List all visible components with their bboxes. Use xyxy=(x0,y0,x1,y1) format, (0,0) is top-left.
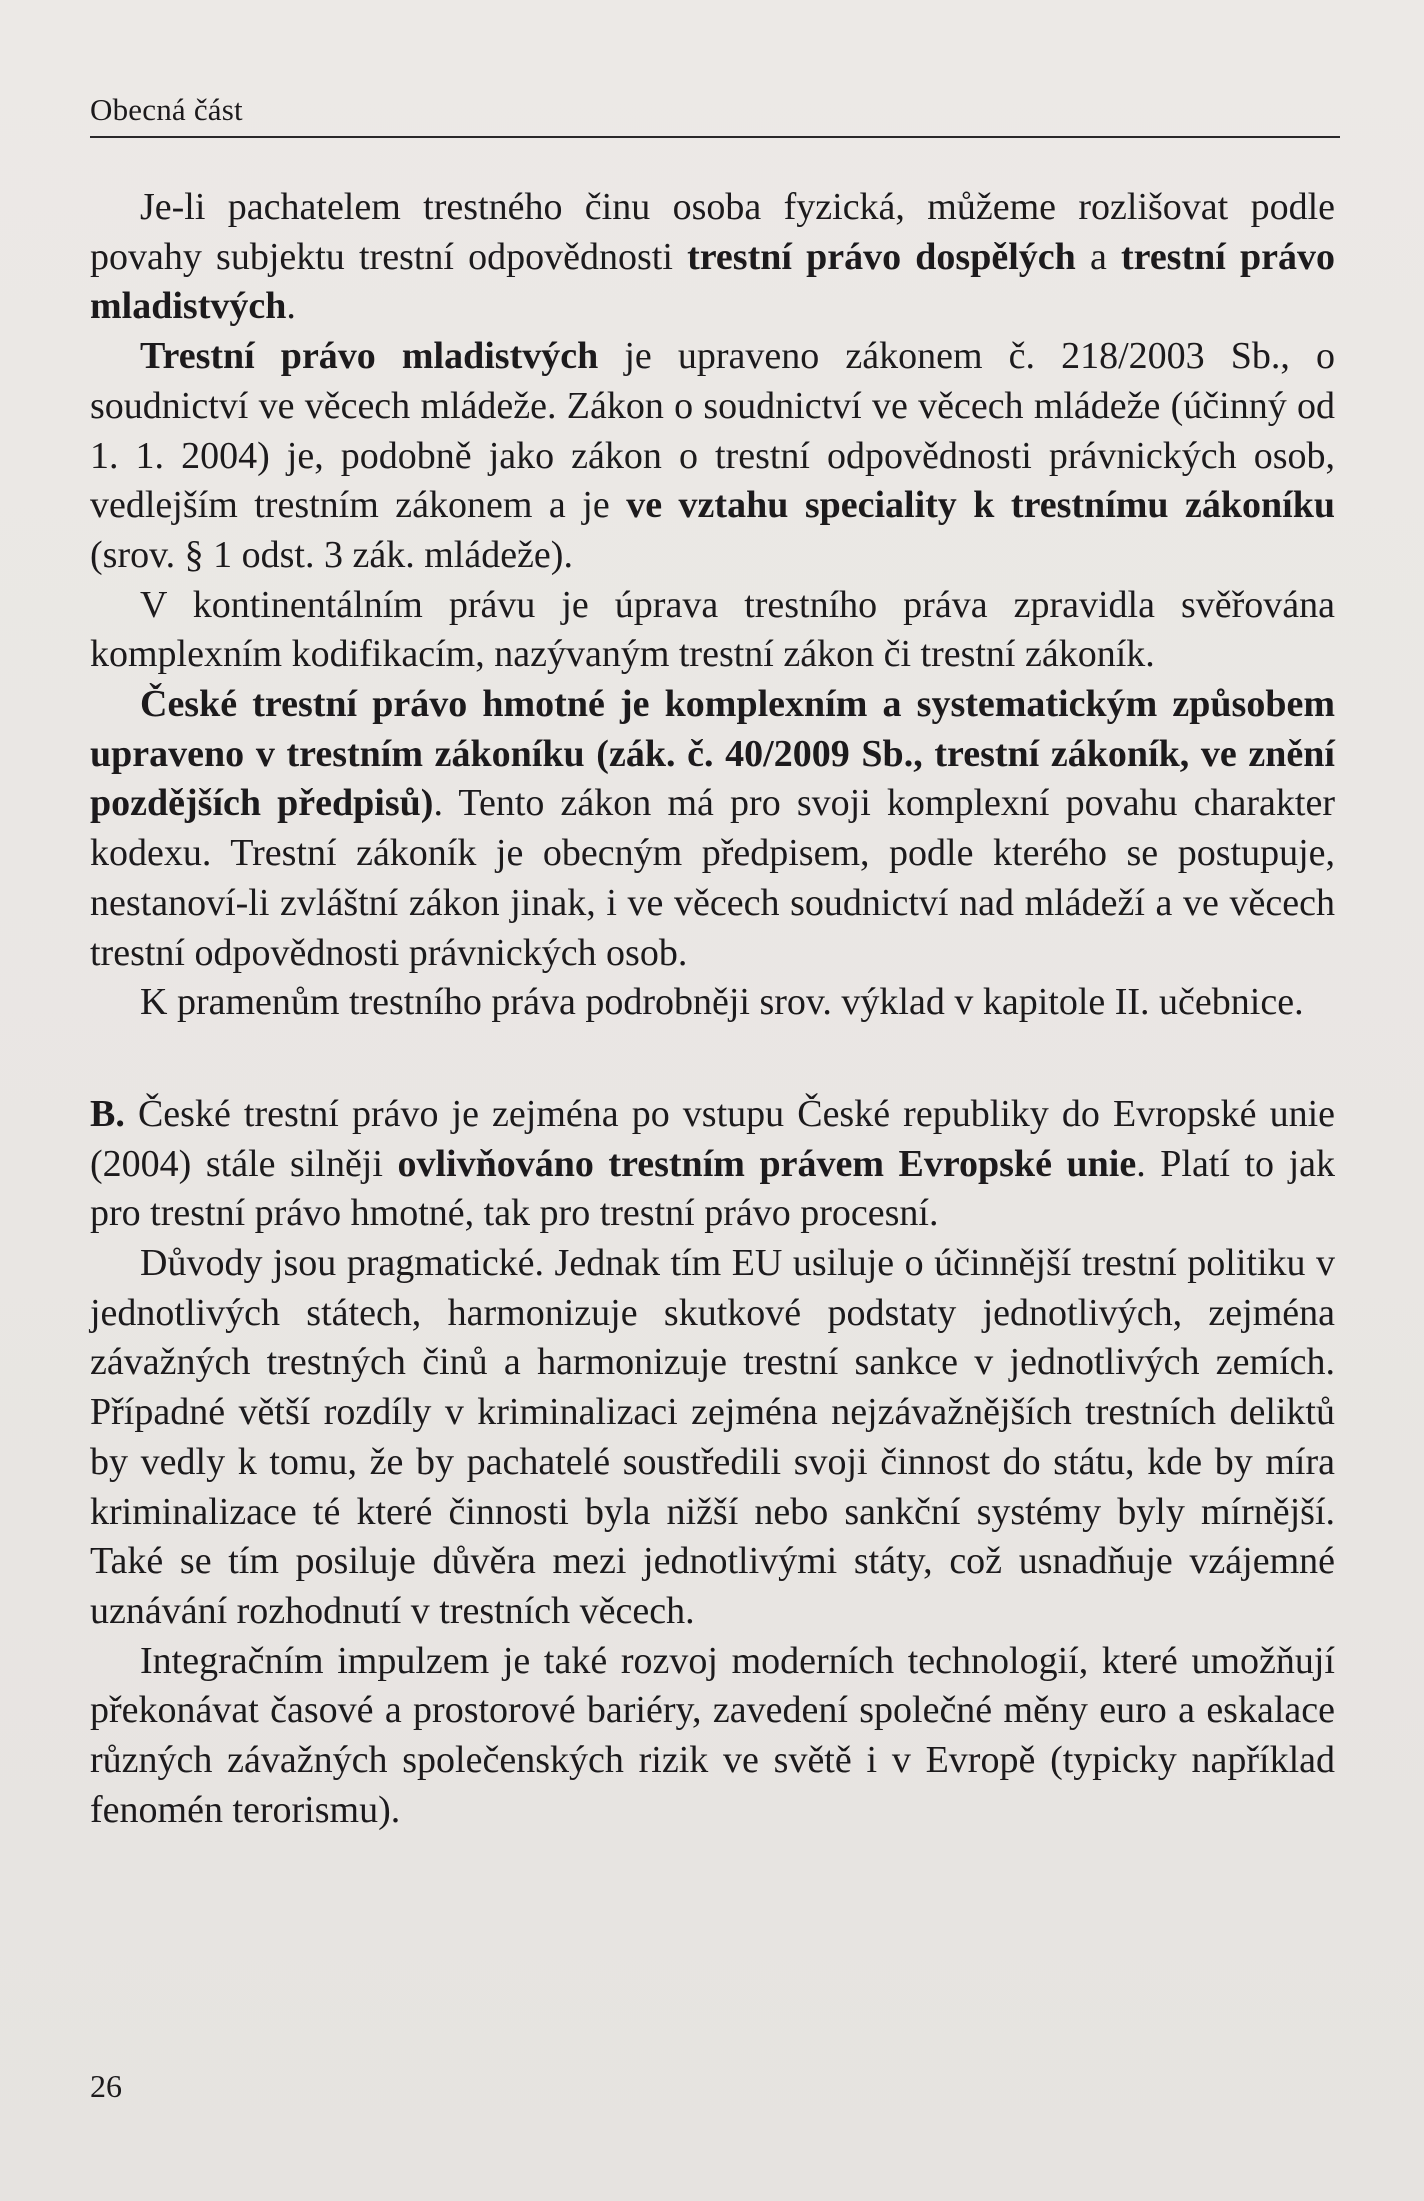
header-rule xyxy=(90,136,1340,138)
text-run: je upraveno zákonem č. 218/2003 Sb., o soudnictví ve věcech mládeže. Zákon o soudnictví ve věcech mládeže (účinný od 1. 1. 2004) je, podobně jako zákon o trestní odpovědnosti právnických osob, vedlejším trestním zákonem a je xyxy=(90,335,1335,527)
paragraph-4 xyxy=(90,680,1335,978)
bold-term: trestní právo dospělých xyxy=(687,235,1076,278)
paragraph-2 xyxy=(90,332,1335,581)
bold-term: Trestní právo mladistvých xyxy=(140,335,599,378)
text-run: V kontinentálním právu je úprava trestního práva zpravidla svěřována komplexním kodifikacím, nazývaným trestní zákon či trestní zákoník. xyxy=(90,583,1335,676)
paragraph-1 xyxy=(90,183,1335,332)
paragraph-3 xyxy=(90,581,1335,680)
text-run: . xyxy=(286,285,296,328)
text-run: (srov. § 1 odst. 3 zák. mládeže). xyxy=(90,533,573,576)
text-run: Je-li pachatelem trestného činu osoba fyzická, můžeme rozlišovat podle povahy subjektu trestní odpovědnosti xyxy=(90,186,1335,278)
page-body xyxy=(90,183,1335,1836)
paragraph-5 xyxy=(90,978,1335,1028)
text-run: K pramenům trestního práva podrobněji srov. výklad v kapitole II. učebnice. xyxy=(140,981,1304,1024)
bold-term: České trestní právo hmotné je komplexním a systematickým způsobem upraveno v trestním zákoníku (zák. č. 40/2009 Sb., trestní zákoník, ve znění pozdějších předpisů) xyxy=(90,683,1335,825)
text-run: Důvody jsou pragmatické. Jednak tím EU usiluje o účinnější trestní politiku v jednotlivých státech, harmonizuje skutkové podstaty jednotlivých, zejména závažných trestných činů a harmonizuje trestní sankce v jednotlivých zemích. Případné větší rozdíly v kriminalizaci zejména nejzávažnějších trestních deliktů by vedly k tomu, že by pachatelé soustředili svoji činnost do státu, kde by míra kriminalizace té které činnosti byla nižší nebo sankční systémy byly mírnější. Také se tím posiluje důvěra mezi jednotlivými státy, což usnadňuje vzájemné uznávání rozhodnutí v trestních věcech. xyxy=(90,1242,1335,1632)
section-b-paragraph xyxy=(90,1090,1335,1239)
bold-term: trestní právo mladistvých xyxy=(90,235,1335,328)
paragraph-8 xyxy=(90,1637,1335,1836)
text-run: Integračním impulzem je také rozvoj moderních technologií, které umožňují překonávat časové a prostorové bariéry, zavedení společné měny euro a eskalace různých závažných společenských rizik ve světě i v Evropě (typicky například fenomén terorismu). xyxy=(90,1639,1335,1831)
paragraph-7 xyxy=(90,1239,1335,1637)
running-header: Obecná část xyxy=(90,92,243,127)
text-run: a xyxy=(1075,235,1121,278)
section-letter: B. xyxy=(90,1092,125,1135)
page-number: 26 xyxy=(90,2068,122,2104)
text-run: . Tento zákon má pro svoji komplexní povahu charakter kodexu. Trestní zákoník je obecným předpisem, podle kterého se postupuje, nestanoví-li zvláštní zákon jinak, i ve věcech soudnictví nad mládeží a ve věcech trestní odpovědnosti právnických osob. xyxy=(90,782,1335,974)
text-run: České trestní právo je zejména po vstupu České republiky do Evropské unie (2004) stále silněji xyxy=(90,1092,1335,1185)
bold-term: ovlivňováno trestním právem Evropské unie xyxy=(397,1142,1137,1185)
bold-term: ve vztahu speciality k trestnímu zákoníku xyxy=(626,484,1335,527)
text-run: . Platí to jak pro trestní právo hmotné, tak pro trestní právo procesní. xyxy=(90,1142,1335,1235)
